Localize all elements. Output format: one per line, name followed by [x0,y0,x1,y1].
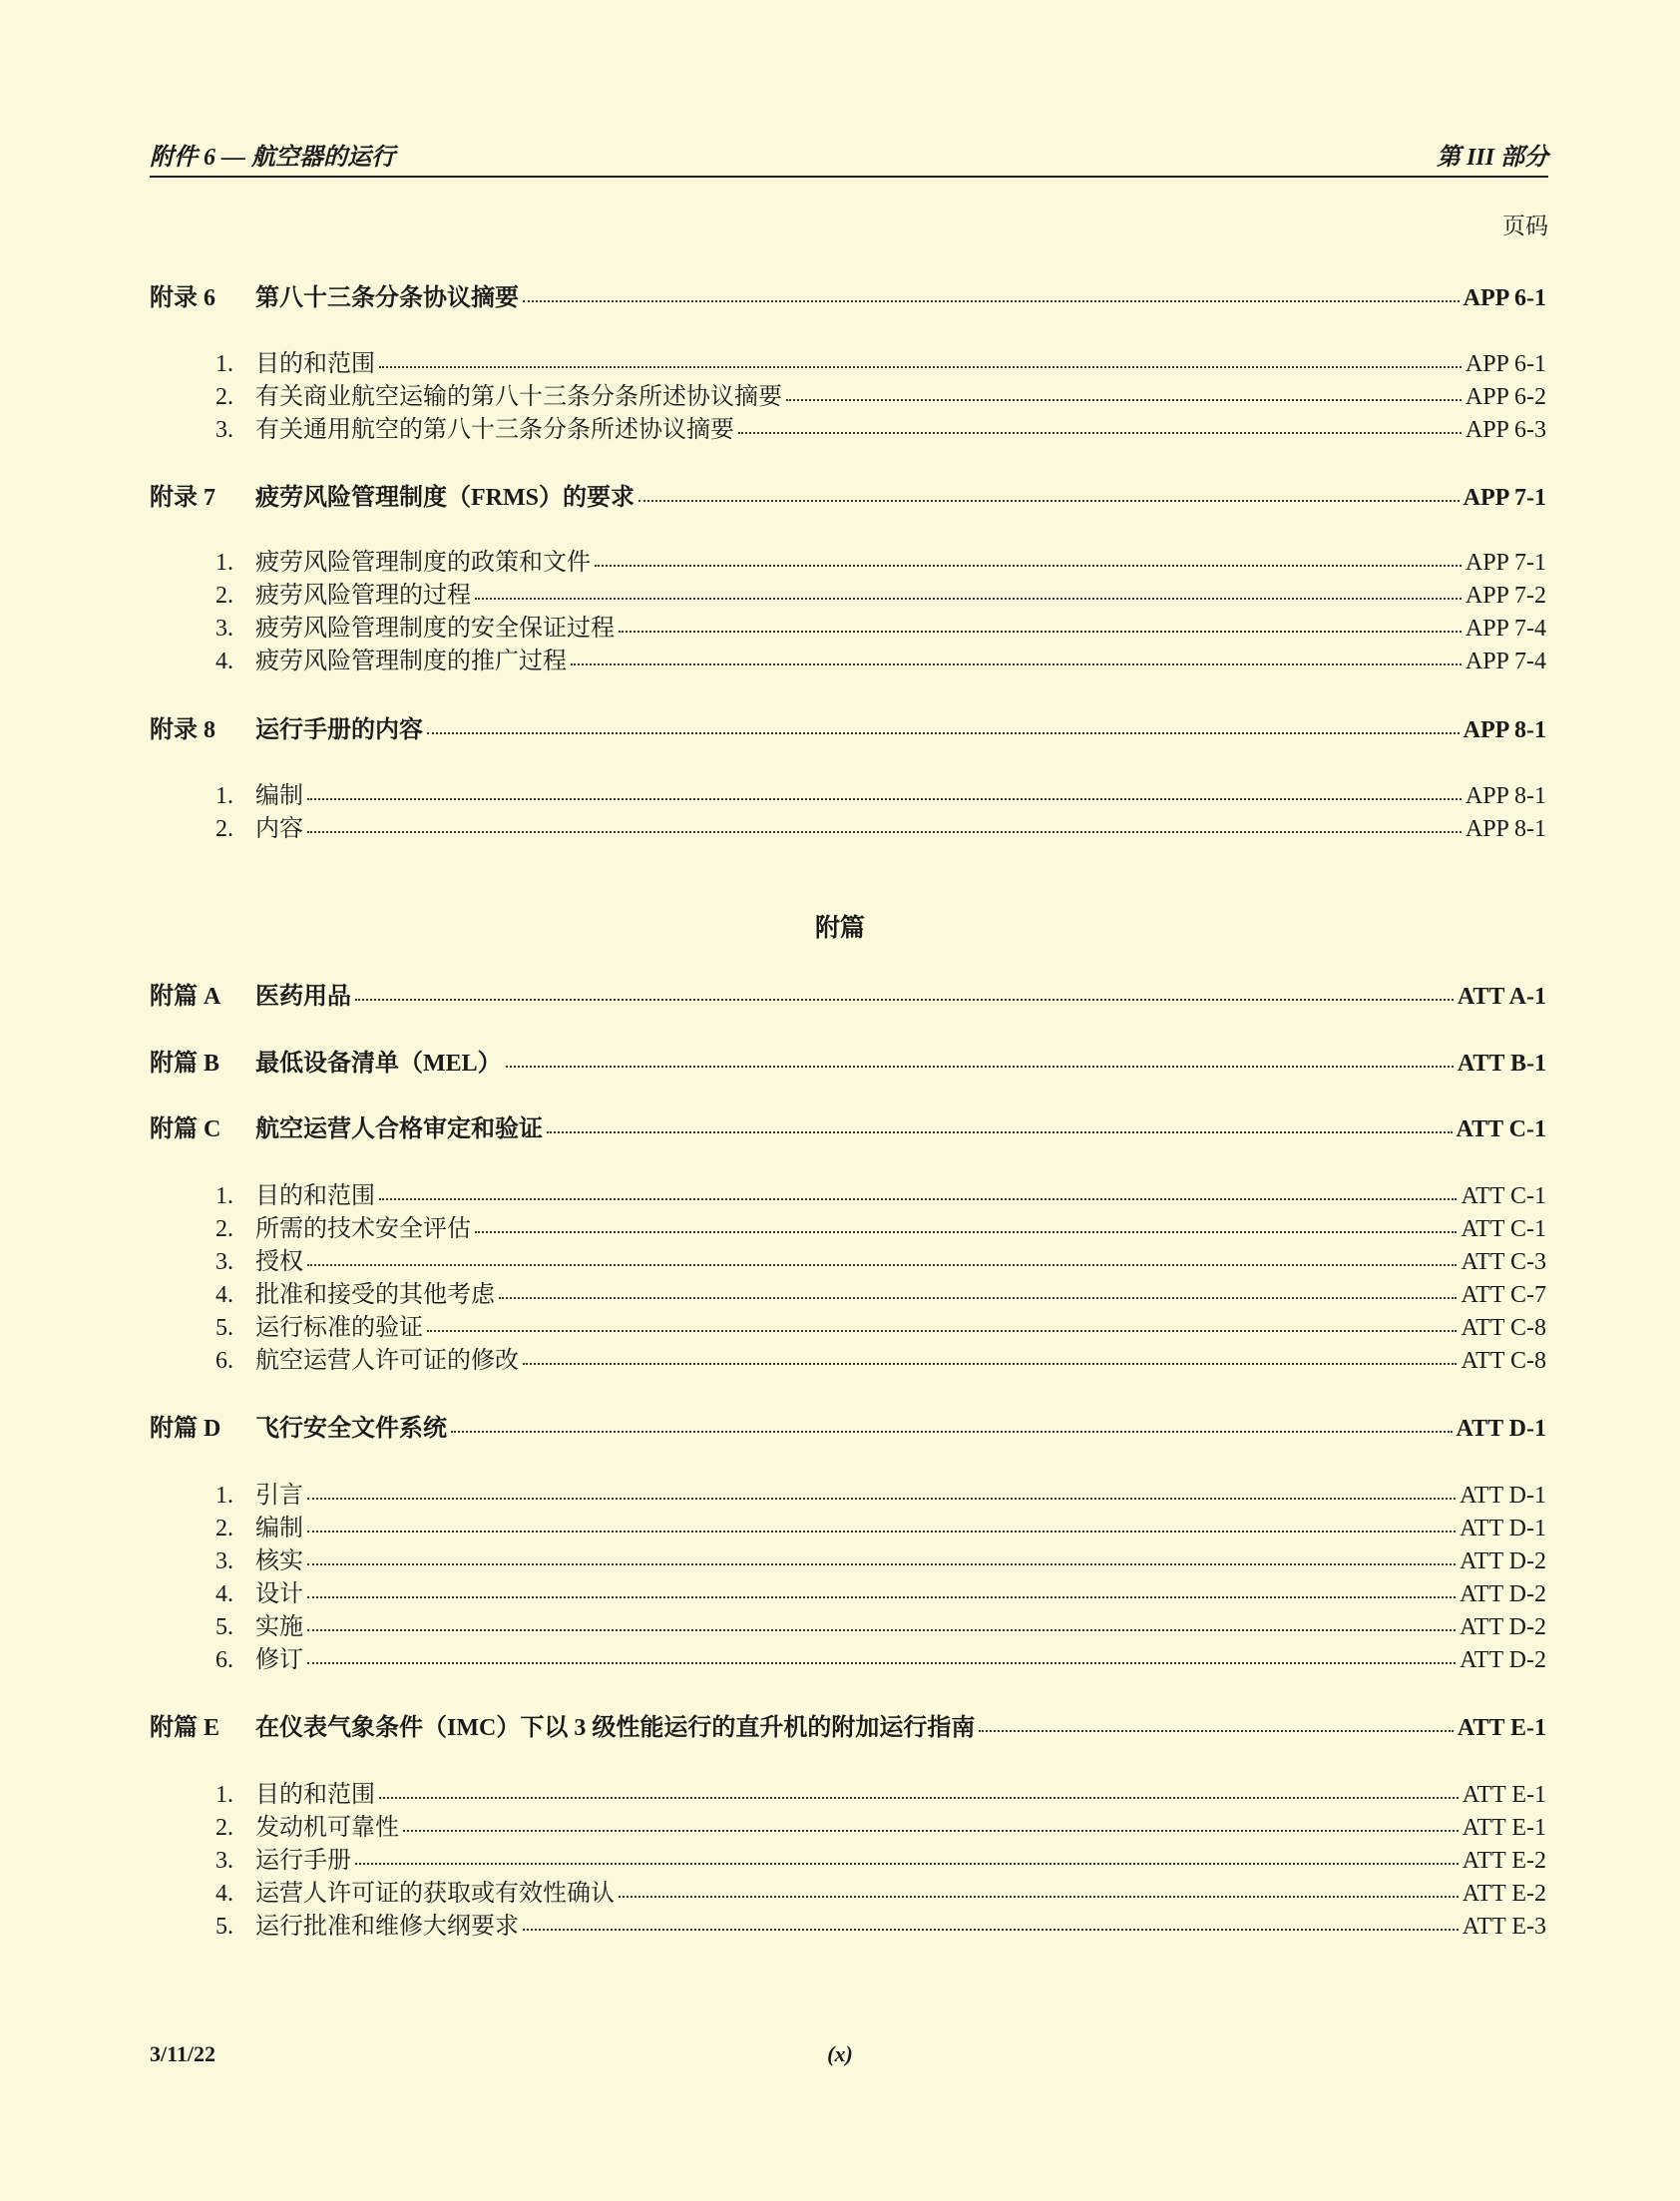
toc-section-app7[interactable] [150,477,1546,509]
toc-section-att-c[interactable] [150,1108,1546,1140]
item-page: APP 6-1 [1465,351,1546,377]
leader-dots [355,999,1454,1001]
toc-item[interactable] [150,1840,1546,1872]
toc-item[interactable] [150,1208,1546,1240]
item-number: 5. [215,1614,233,1640]
item-page: ATT D-1 [1460,1516,1546,1541]
leader-dots [738,432,1462,434]
section-page: ATT C-1 [1456,1116,1546,1142]
item-title: 疲劳风险管理制度的安全保证过程 [255,616,615,642]
item-number: 2. [215,816,233,842]
leader-dots [619,1896,1459,1898]
item-page: ATT D-2 [1460,1614,1546,1640]
toc-item[interactable] [150,641,1546,672]
toc-item[interactable] [150,1508,1546,1540]
toc-section-att-d[interactable] [150,1408,1546,1440]
toc-item[interactable] [150,1606,1546,1638]
item-number: 1. [215,351,233,377]
running-header [150,136,1548,178]
item-number: 3. [215,1548,233,1574]
item-title: 疲劳风险管理的过程 [255,583,471,609]
toc-item[interactable] [150,1241,1546,1273]
item-title: 所需的技术安全评估 [255,1216,471,1242]
item-number: 1. [215,783,233,809]
item-number: 2. [215,1216,233,1242]
leader-dots [307,1264,1457,1266]
item-page: ATT C-8 [1461,1315,1546,1341]
toc-section-att-a[interactable] [150,976,1546,1008]
toc-item[interactable] [150,775,1546,807]
item-page: ATT D-2 [1460,1548,1546,1574]
leader-dots [523,1929,1459,1931]
item-number: 4. [215,1282,233,1308]
leader-dots [638,500,1460,502]
section-page: ATT E-1 [1457,1715,1546,1741]
item-title: 目的和范围 [255,351,375,377]
toc-item[interactable] [150,808,1546,840]
section-title: 在仪表气象条件（IMC）下以 3 级性能运行的直升机的附加运行指南 [255,1715,976,1741]
section-title: 飞行安全文件系统 [255,1416,447,1442]
item-number: 4. [215,649,233,674]
leader-dots [379,366,1462,368]
section-page: APP 7-1 [1463,485,1546,511]
toc-item[interactable] [150,1541,1546,1572]
item-title: 航空运营人许可证的修改 [255,1348,519,1374]
footer-page-number: (x) [827,2041,853,2066]
item-title: 批准和接受的其他考虑 [255,1282,495,1308]
toc-section-app8[interactable] [150,709,1546,741]
item-title: 目的和范围 [255,1183,375,1209]
item-page: APP 7-1 [1465,550,1546,576]
leader-dots [307,1662,1456,1664]
item-page: ATT E-2 [1462,1881,1546,1907]
item-page: ATT C-7 [1461,1282,1546,1308]
leader-dots [506,1066,1454,1068]
item-number: 3. [215,417,233,443]
section-number: 附篇 C [150,1116,221,1142]
item-title: 修订 [255,1647,303,1673]
section-page: ATT B-1 [1457,1051,1546,1077]
attachments-heading: 附篇 [814,915,865,942]
section-page: APP 6-1 [1463,285,1546,311]
leader-dots [403,1830,1459,1832]
section-number: 附篇 B [150,1051,220,1077]
section-title: 航空运营人合格审定和验证 [255,1116,543,1142]
item-page: APP 8-1 [1465,783,1546,809]
item-number: 1. [215,550,233,576]
item-page: APP 6-3 [1465,417,1546,443]
item-page: APP 6-2 [1465,384,1546,410]
item-title: 运营人许可证的获取或有效性确认 [255,1881,615,1907]
item-number: 4. [215,1881,233,1907]
toc-item[interactable] [150,1873,1546,1905]
leader-dots [595,565,1462,567]
toc-item[interactable] [150,608,1546,640]
item-number: 1. [215,1183,233,1209]
section-title: 疲劳风险管理制度（FRMS）的要求 [255,485,634,511]
item-number: 2. [215,1516,233,1541]
item-number: 2. [215,1815,233,1841]
item-title: 实施 [255,1614,303,1640]
item-title: 发动机可靠性 [255,1815,399,1841]
section-number: 附篇 E [150,1715,220,1741]
item-number: 3. [215,1848,233,1874]
toc-section-att-b[interactable] [150,1043,1546,1075]
item-title: 疲劳风险管理制度的推广过程 [255,649,567,674]
item-title: 授权 [255,1249,303,1275]
item-number: 5. [215,1914,233,1940]
section-page: ATT D-1 [1456,1416,1546,1442]
item-page: APP 7-4 [1465,649,1546,674]
item-title: 有关商业航空运输的第八十三条分条所述协议摘要 [255,384,782,410]
leader-dots [307,1563,1456,1565]
toc-item[interactable] [150,1639,1546,1671]
leader-dots [571,663,1462,665]
item-page: ATT E-1 [1462,1815,1546,1841]
toc-item[interactable] [150,1307,1546,1339]
leader-dots [547,1131,1453,1133]
leader-dots [499,1297,1457,1299]
leader-dots [307,798,1462,800]
item-page: ATT D-1 [1460,1483,1546,1509]
section-number: 附录 6 [150,285,215,311]
leader-dots [786,399,1462,401]
leader-dots [307,1498,1456,1500]
section-number: 附录 7 [150,485,215,511]
leader-dots [427,732,1460,734]
item-title: 有关通用航空的第八十三条分条所述协议摘要 [255,417,734,443]
item-page: APP 8-1 [1465,816,1546,842]
item-page: ATT E-1 [1462,1782,1546,1808]
toc-item[interactable] [150,1807,1546,1839]
leader-dots [979,1730,1454,1732]
item-page: ATT E-2 [1462,1848,1546,1874]
item-number: 2. [215,384,233,410]
item-page: ATT C-3 [1461,1249,1546,1275]
section-title: 最低设备清单（MEL） [255,1051,502,1077]
toc-item[interactable] [150,1175,1546,1207]
toc-item[interactable] [150,1274,1546,1306]
toc-item[interactable] [150,575,1546,607]
leader-dots [307,1596,1456,1598]
item-number: 5. [215,1315,233,1341]
leader-dots [619,631,1462,633]
toc-item[interactable] [150,1774,1546,1806]
item-page: ATT E-3 [1462,1914,1546,1940]
item-number: 3. [215,1249,233,1275]
item-title: 编制 [255,1516,303,1541]
leader-dots [307,831,1462,833]
toc-section-att-e[interactable] [150,1707,1546,1739]
toc-item[interactable] [150,1573,1546,1605]
item-number: 1. [215,1483,233,1509]
section-page: APP 8-1 [1463,717,1546,743]
toc-item[interactable] [150,1906,1546,1938]
item-page: APP 7-2 [1465,583,1546,609]
item-title: 内容 [255,816,303,842]
item-title: 目的和范围 [255,1782,375,1808]
item-number: 6. [215,1647,233,1673]
toc-item[interactable] [150,1340,1546,1372]
item-title: 核实 [255,1548,303,1574]
leader-dots [523,1363,1457,1365]
item-number: 2. [215,583,233,609]
item-page: ATT C-8 [1461,1348,1546,1374]
leader-dots [451,1431,1453,1433]
item-page: APP 7-4 [1465,616,1546,642]
toc-section-app6[interactable] [150,277,1546,309]
leader-dots [355,1863,1459,1865]
leader-dots [307,1531,1456,1533]
item-page: ATT C-1 [1461,1216,1546,1242]
item-page: ATT D-2 [1460,1581,1546,1607]
item-title: 疲劳风险管理制度的政策和文件 [255,550,591,576]
toc-item[interactable] [150,542,1546,574]
item-number: 1. [215,1782,233,1808]
item-title: 编制 [255,783,303,809]
section-title: 运行手册的内容 [255,717,423,743]
leader-dots [427,1330,1457,1332]
section-number: 附录 8 [150,717,215,743]
leader-dots [475,1231,1457,1233]
item-number: 4. [215,1581,233,1607]
leader-dots [379,1797,1459,1799]
item-title: 设计 [255,1581,303,1607]
item-page: ATT C-1 [1461,1183,1546,1209]
leader-dots [475,598,1462,600]
section-title: 第八十三条分条协议摘要 [255,285,519,311]
footer-date: 3/11/22 [150,2041,216,2066]
item-title: 运行手册 [255,1848,351,1874]
item-number: 3. [215,616,233,642]
item-page: ATT D-2 [1460,1647,1546,1673]
header-part: 第 III 部分 [1436,145,1548,171]
toc-item[interactable] [150,409,1546,441]
section-page: ATT A-1 [1457,984,1546,1010]
section-number: 附篇 A [150,984,221,1010]
section-title: 医药用品 [255,984,351,1010]
leader-dots [379,1198,1457,1200]
leader-dots [523,300,1460,302]
section-number: 附篇 D [150,1416,221,1442]
item-number: 6. [215,1348,233,1374]
item-title: 运行批准和维修大纲要求 [255,1914,519,1940]
leader-dots [307,1629,1456,1631]
item-title: 运行标准的验证 [255,1315,423,1341]
toc-item[interactable] [150,1475,1546,1507]
item-title: 引言 [255,1483,303,1509]
toc-item[interactable] [150,343,1546,375]
toc-item[interactable] [150,376,1546,408]
header-annex-title: 附件 6 — 航空器的运行 [150,145,395,171]
page-column-label: 页码 [1502,214,1548,238]
